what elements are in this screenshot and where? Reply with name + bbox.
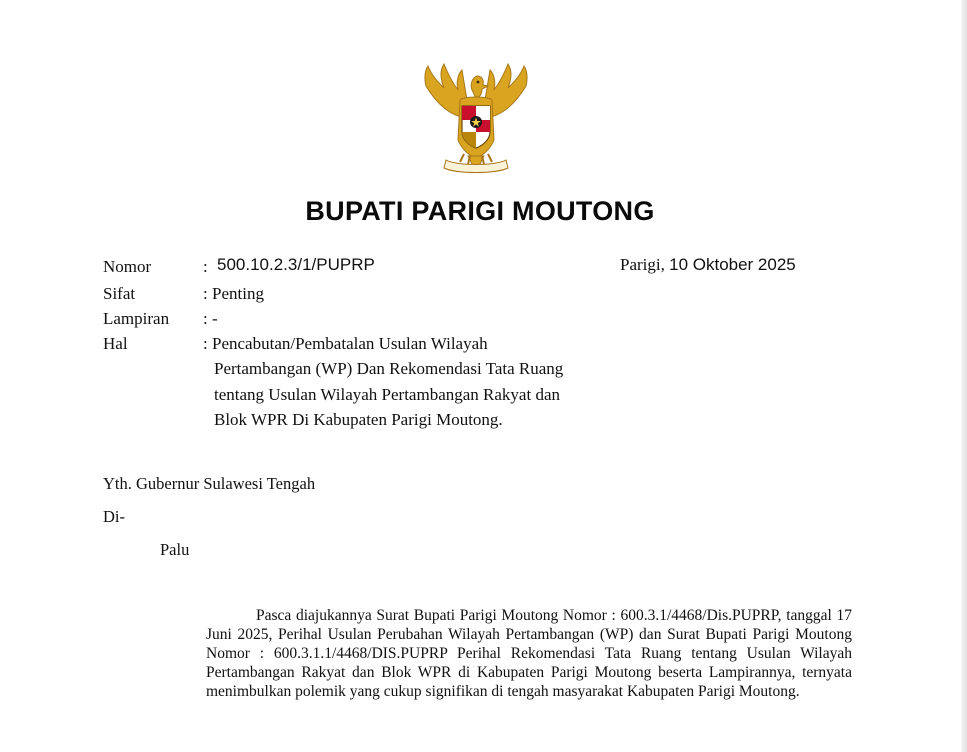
hal-line-2: Pertambangan (WP) Dan Rekomendasi Tata Ruang [214,359,564,378]
hal-line-3: tentang Usulan Wilayah Pertambangan Rakyat dan [214,385,560,404]
lampiran-label: Lampiran [103,309,170,328]
garuda-emblem-icon [416,60,536,178]
sifat-colon: : [203,284,208,303]
page-edge-shadow [961,0,967,752]
document-title: BUPATI PARIGI MOUTONG [305,196,655,226]
hal-line-4: Blok WPR Di Kabupaten Parigi Moutong. [214,410,503,429]
lampiran-colon: : [203,309,208,328]
hal-colon: : [203,334,208,353]
body-paragraph: Pasca diajukannya Surat Bupati Parigi Moutong Nomor : 600.3.1/4468/Dis.PUPRP, tanggal 17 Juni 2025, Perihal Usulan Perubahan Wilayah Pertambangan (WP) dan Surat Bupati Parigi Moutong Nomor : 600.3.1.1/4468/DIS.PUPRP Perihal Rekomendasi Tata Ruang tentang Usulan Wilayah Pertambangan Rakyat dan Blok WPR di Kabupaten Parigi Moutong beserta Lampirannya, ternyata menimbulkan polemik yang cukup signifikan di tengah masyarakat Kabupaten Parigi Moutong. [206,607,852,700]
sifat-value: Penting [212,284,264,303]
nomor-value: 500.10.2.3/1/PUPRP [217,255,375,274]
lampiran-value: - [212,309,218,328]
hal-label: Hal [103,334,128,353]
sifat-label: Sifat [103,284,136,303]
nomor-label: Nomor [103,257,152,276]
nomor-colon: : [203,257,208,276]
recipient: Yth. Gubernur Sulawesi Tengah [103,474,316,493]
recipient-di: Di- [103,507,125,526]
date-value: 10 Oktober 2025 [669,255,796,274]
date-place: Parigi, [620,255,665,274]
recipient-city: Palu [160,540,190,559]
hal-line-1: Pencabutan/Pembatalan Usulan Wilayah [212,334,488,353]
letter-date [620,255,796,275]
